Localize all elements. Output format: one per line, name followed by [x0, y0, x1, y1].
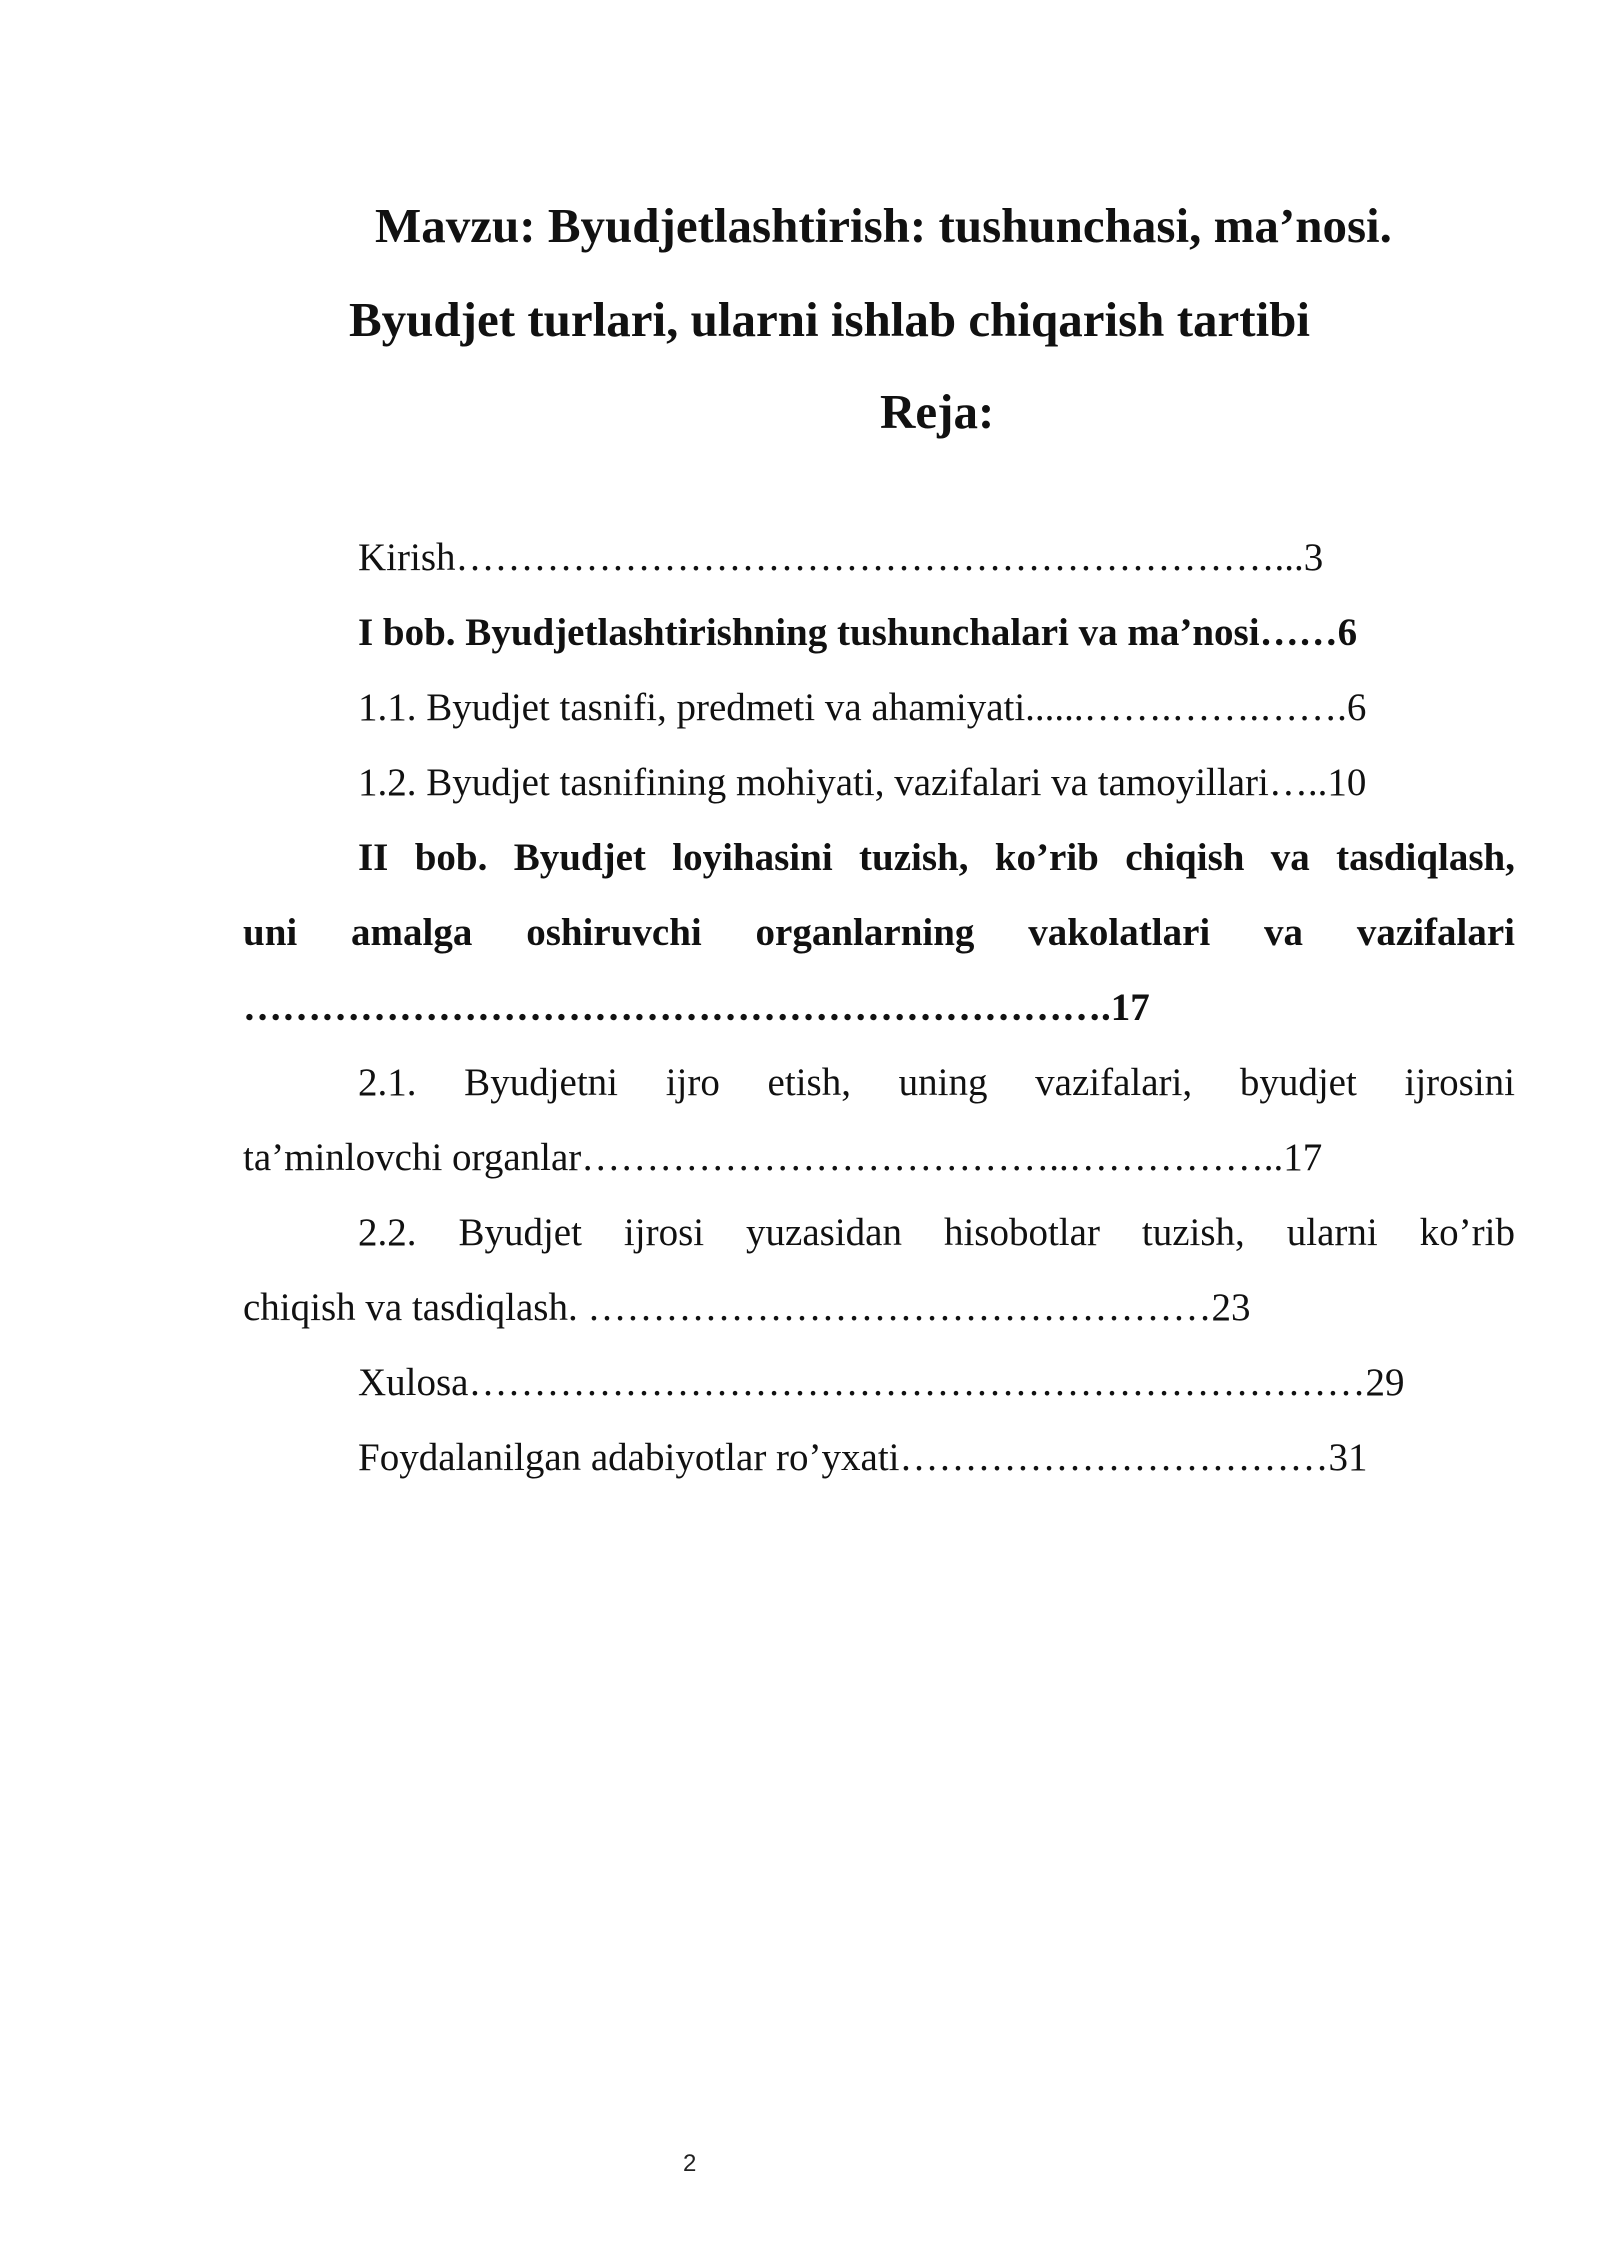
toc-entry-2-2-line-2: chiqish va tasdiqlash. …………………………………………23	[243, 1286, 1251, 1329]
toc-entry-xulosa: Xulosa……………………………………………………………29	[358, 1361, 1405, 1404]
toc-entry-chapter-2-line-1: II bob. Byudjet loyihasini tuzish, ko’rib chiqish va tasdiqlash,	[358, 836, 1515, 879]
document-title-line-1: Mavzu: Byudjetlashtirish: tushunchasi, ma’nosi.	[375, 198, 1392, 253]
toc-entry-kirish: Kirish………………………………………………………...3	[358, 536, 1324, 579]
toc-entry-chapter-2-line-3: ………………………………………………………….17	[243, 986, 1150, 1029]
toc-entry-1-1: 1.1. Byudjet tasnifi, predmeti va ahamiyati......…….…….…….6	[358, 686, 1367, 729]
page-number: 2	[683, 2150, 697, 2177]
toc-entry-references: Foydalanilgan adabiyotlar ro’yxati……………………………31	[358, 1436, 1368, 1479]
document-title-line-2: Byudjet turlari, ularni ishlab chiqarish tartibi	[349, 292, 1311, 347]
toc-entry-chapter-2-line-2: uni amalga oshiruvchi organlarning vakolatlari va vazifalari	[243, 911, 1515, 954]
toc-entry-2-1-line-1: 2.1. Byudjetni ijro etish, uning vazifalari, byudjet ijrosini	[358, 1061, 1515, 1104]
toc-entry-2-2-line-1: 2.2. Byudjet ijrosi yuzasidan hisobotlar tuzish, ularni ko’rib	[358, 1211, 1515, 1254]
toc-entry-2-1-line-2: ta’minlovchi organlar………………………………..……………..17	[243, 1136, 1323, 1179]
toc-entry-chapter-1: I bob. Byudjetlashtirishning tushunchalari va ma’nosi……6	[358, 611, 1358, 654]
toc-entry-1-2: 1.2. Byudjet tasnifining mohiyati, vazifalari va tamoyillari…..10	[358, 761, 1367, 804]
plan-heading: Reja:	[880, 384, 995, 439]
